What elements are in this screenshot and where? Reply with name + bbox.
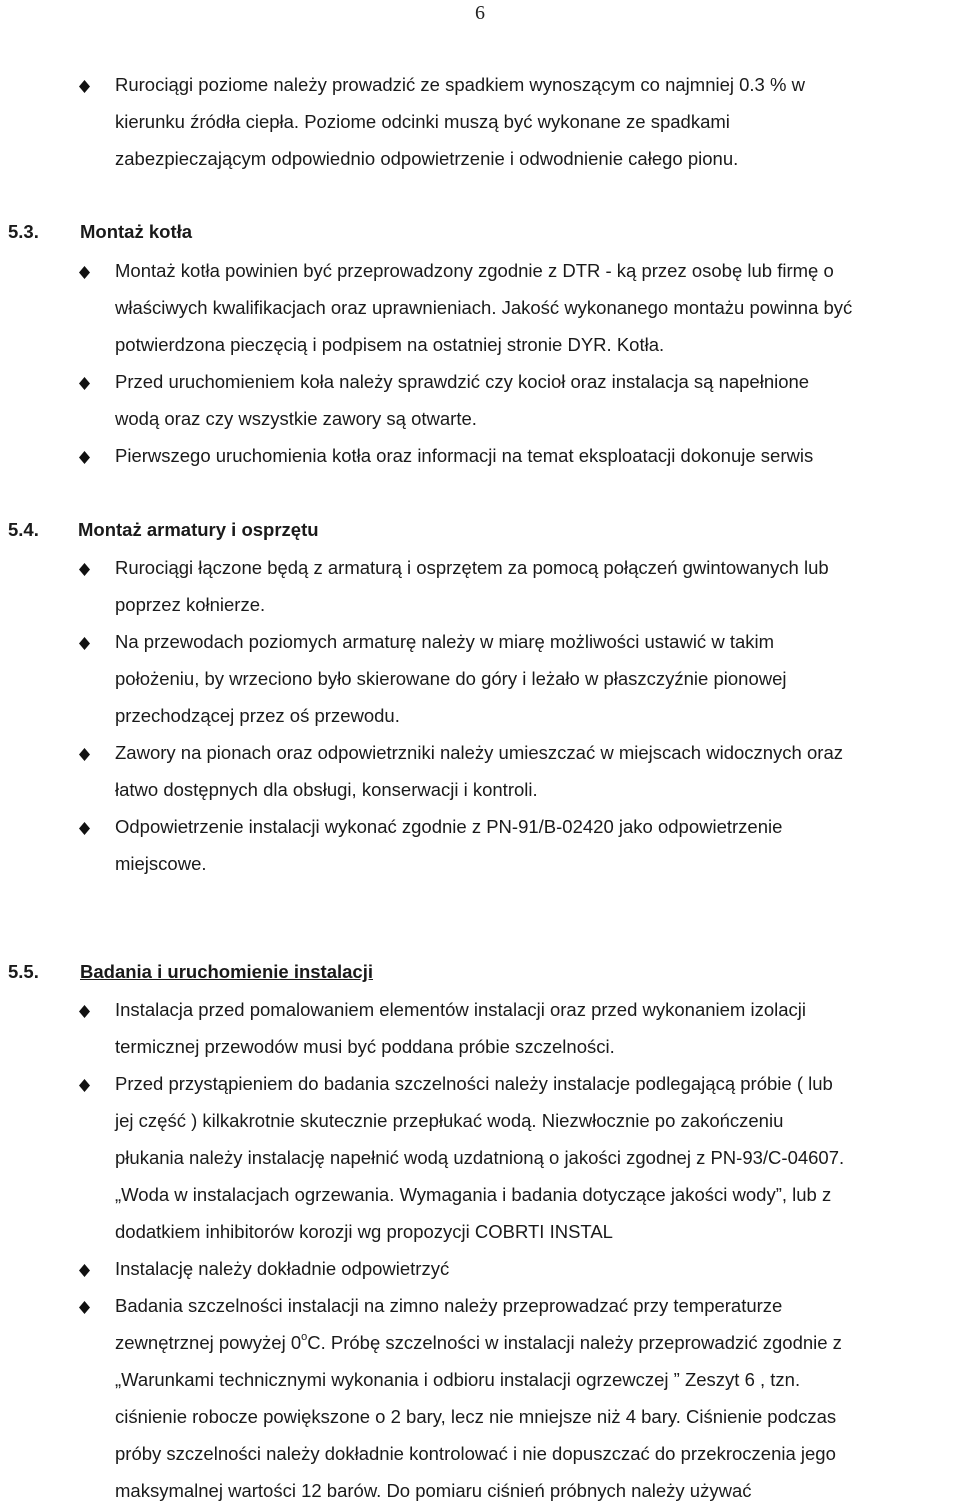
section-5-3-list <box>0 252 960 474</box>
line: Rurociągi poziome należy prowadzić ze spadkiem wynoszącym co najmniej 0.3 % w <box>115 74 805 95</box>
list-item <box>0 991 960 1065</box>
line: Przed przystąpieniem do badania szczelności należy instalacje podlegającą próbie ( lub <box>115 1073 833 1094</box>
line-part: C. Próbę szczelności w instalacji należy przeprowadzić zgodnie z <box>307 1332 842 1353</box>
line: ciśnienie robocze powiększone o 2 bary, lecz nie mniejsze niż 4 bary. Ciśnienie podczas <box>115 1406 837 1427</box>
line <box>115 1324 954 1361</box>
line: przechodzącej przez oś przewodu. <box>115 705 400 726</box>
section-number: 5.3. <box>8 221 39 242</box>
diamond-bullet-icon <box>78 80 91 93</box>
list-item <box>0 734 960 808</box>
line: próby szczelności należy dokładnie kontrolować i nie dopuszczać do przekroczenia jego <box>115 1443 836 1464</box>
section-title: Badania i uruchomienie instalacji <box>80 961 374 982</box>
diamond-bullet-icon <box>78 563 91 576</box>
list-item <box>0 549 960 623</box>
diamond-bullet-icon <box>78 266 91 279</box>
line: maksymalnej wartości 12 barów. Do pomiaru ciśnień próbnych należy używać <box>115 1480 752 1501</box>
list-item <box>0 808 960 882</box>
diamond-bullet-icon <box>78 637 91 650</box>
list-item <box>0 437 960 474</box>
line: dodatkiem inhibitorów korozji wg propozycji COBRTI INSTAL <box>115 1221 613 1242</box>
section-number: 5.5. <box>8 961 39 982</box>
diamond-bullet-icon <box>78 1005 91 1018</box>
line: miejscowe. <box>115 853 207 874</box>
line: Rurociągi łączone będą z armaturą i osprzętem za pomocą połączeń gwintowanych lub <box>115 557 829 578</box>
line: Instalacja przed pomalowaniem elementów instalacji oraz przed wykonaniem izolacji <box>115 999 806 1020</box>
diamond-bullet-icon <box>78 1264 91 1277</box>
section-5-4-list <box>0 549 960 882</box>
diamond-bullet-icon <box>78 1301 91 1314</box>
list-item <box>0 252 960 363</box>
section-title: Montaż armatury i osprzętu <box>78 519 319 540</box>
line: właściwych kwalifikacjach oraz uprawnieniach. Jakość wykonanego montażu powinna być <box>115 297 853 318</box>
list-item <box>0 1287 960 1509</box>
line: Odpowietrzenie instalacji wykonać zgodnie z PN-91/B-02420 jako odpowietrzenie <box>115 816 783 837</box>
line: termicznej przewodów musi być poddana próbie szczelności. <box>115 1036 615 1057</box>
list-item <box>0 363 960 437</box>
section-title: Montaż kotła <box>80 221 193 242</box>
section-number: 5.4. <box>8 519 39 540</box>
diamond-bullet-icon <box>78 377 91 390</box>
line: „Woda w instalacjach ogrzewania. Wymagania i badania dotyczące jakości wody”, lub z <box>115 1184 832 1205</box>
line: wodą oraz czy wszystkie zawory są otwarte. <box>115 408 477 429</box>
degree-superscript: o <box>301 1330 308 1343</box>
diamond-bullet-icon <box>78 748 91 761</box>
line: jej część ) kilkakrotnie skutecznie przepłukać wodą. Niezwłocznie po zakończeniu <box>115 1110 784 1131</box>
line: płukania należy instalację napełnić wodą uzdatnioną o jakości zgodnej z PN-93/C-04607. <box>115 1147 845 1168</box>
line: potwierdzona pieczęcią i podpisem na ostatniej stronie DYR. Kotła. <box>115 334 665 355</box>
list-item <box>0 623 960 734</box>
list-item <box>0 1250 960 1287</box>
line: Przed uruchomieniem koła należy sprawdzić czy kocioł oraz instalacja są napełnione <box>115 371 810 392</box>
line: Pierwszego uruchomienia kotła oraz informacji na temat eksploatacji dokonuje serwis <box>115 445 814 466</box>
line: Montaż kotła powinien być przeprowadzony zgodnie z DTR - ką przez osobę lub firmę o <box>115 260 834 281</box>
line: Na przewodach poziomych armaturę należy w miarę możliwości ustawić w takim <box>115 631 775 652</box>
line: poprzez kołnierze. <box>115 594 266 615</box>
intro-list <box>0 66 960 177</box>
page-number: 6 <box>475 2 485 24</box>
line: kierunku źródła ciepła. Poziome odcinki muszą być wykonane ze spadkami <box>115 111 730 132</box>
section-5-5-list <box>0 991 960 1509</box>
line: Zawory na pionach oraz odpowietrzniki należy umieszczać w miejscach widocznych oraz <box>115 742 843 763</box>
line-part: zewnętrznej powyżej 0 <box>115 1332 302 1353</box>
list-item <box>0 1065 960 1250</box>
line: „Warunkami technicznymi wykonania i odbioru instalacji ogrzewczej ” Zeszyt 6 , tzn. <box>115 1369 801 1390</box>
line: łatwo dostępnych dla obsługi, konserwacji i kontroli. <box>115 779 538 800</box>
line: Instalację należy dokładnie odpowietrzyć <box>115 1258 450 1279</box>
line: zabezpieczającym odpowiednio odpowietrzenie i odwodnienie całego pionu. <box>115 148 739 169</box>
diamond-bullet-icon <box>78 451 91 464</box>
list-item <box>0 66 960 177</box>
diamond-bullet-icon <box>78 1079 91 1092</box>
line: Badania szczelności instalacji na zimno należy przeprowadzać przy temperaturze <box>115 1295 783 1316</box>
diamond-bullet-icon <box>78 822 91 835</box>
line: położeniu, by wrzeciono było skierowane do góry i leżało w płaszczyźnie pionowej <box>115 668 787 689</box>
